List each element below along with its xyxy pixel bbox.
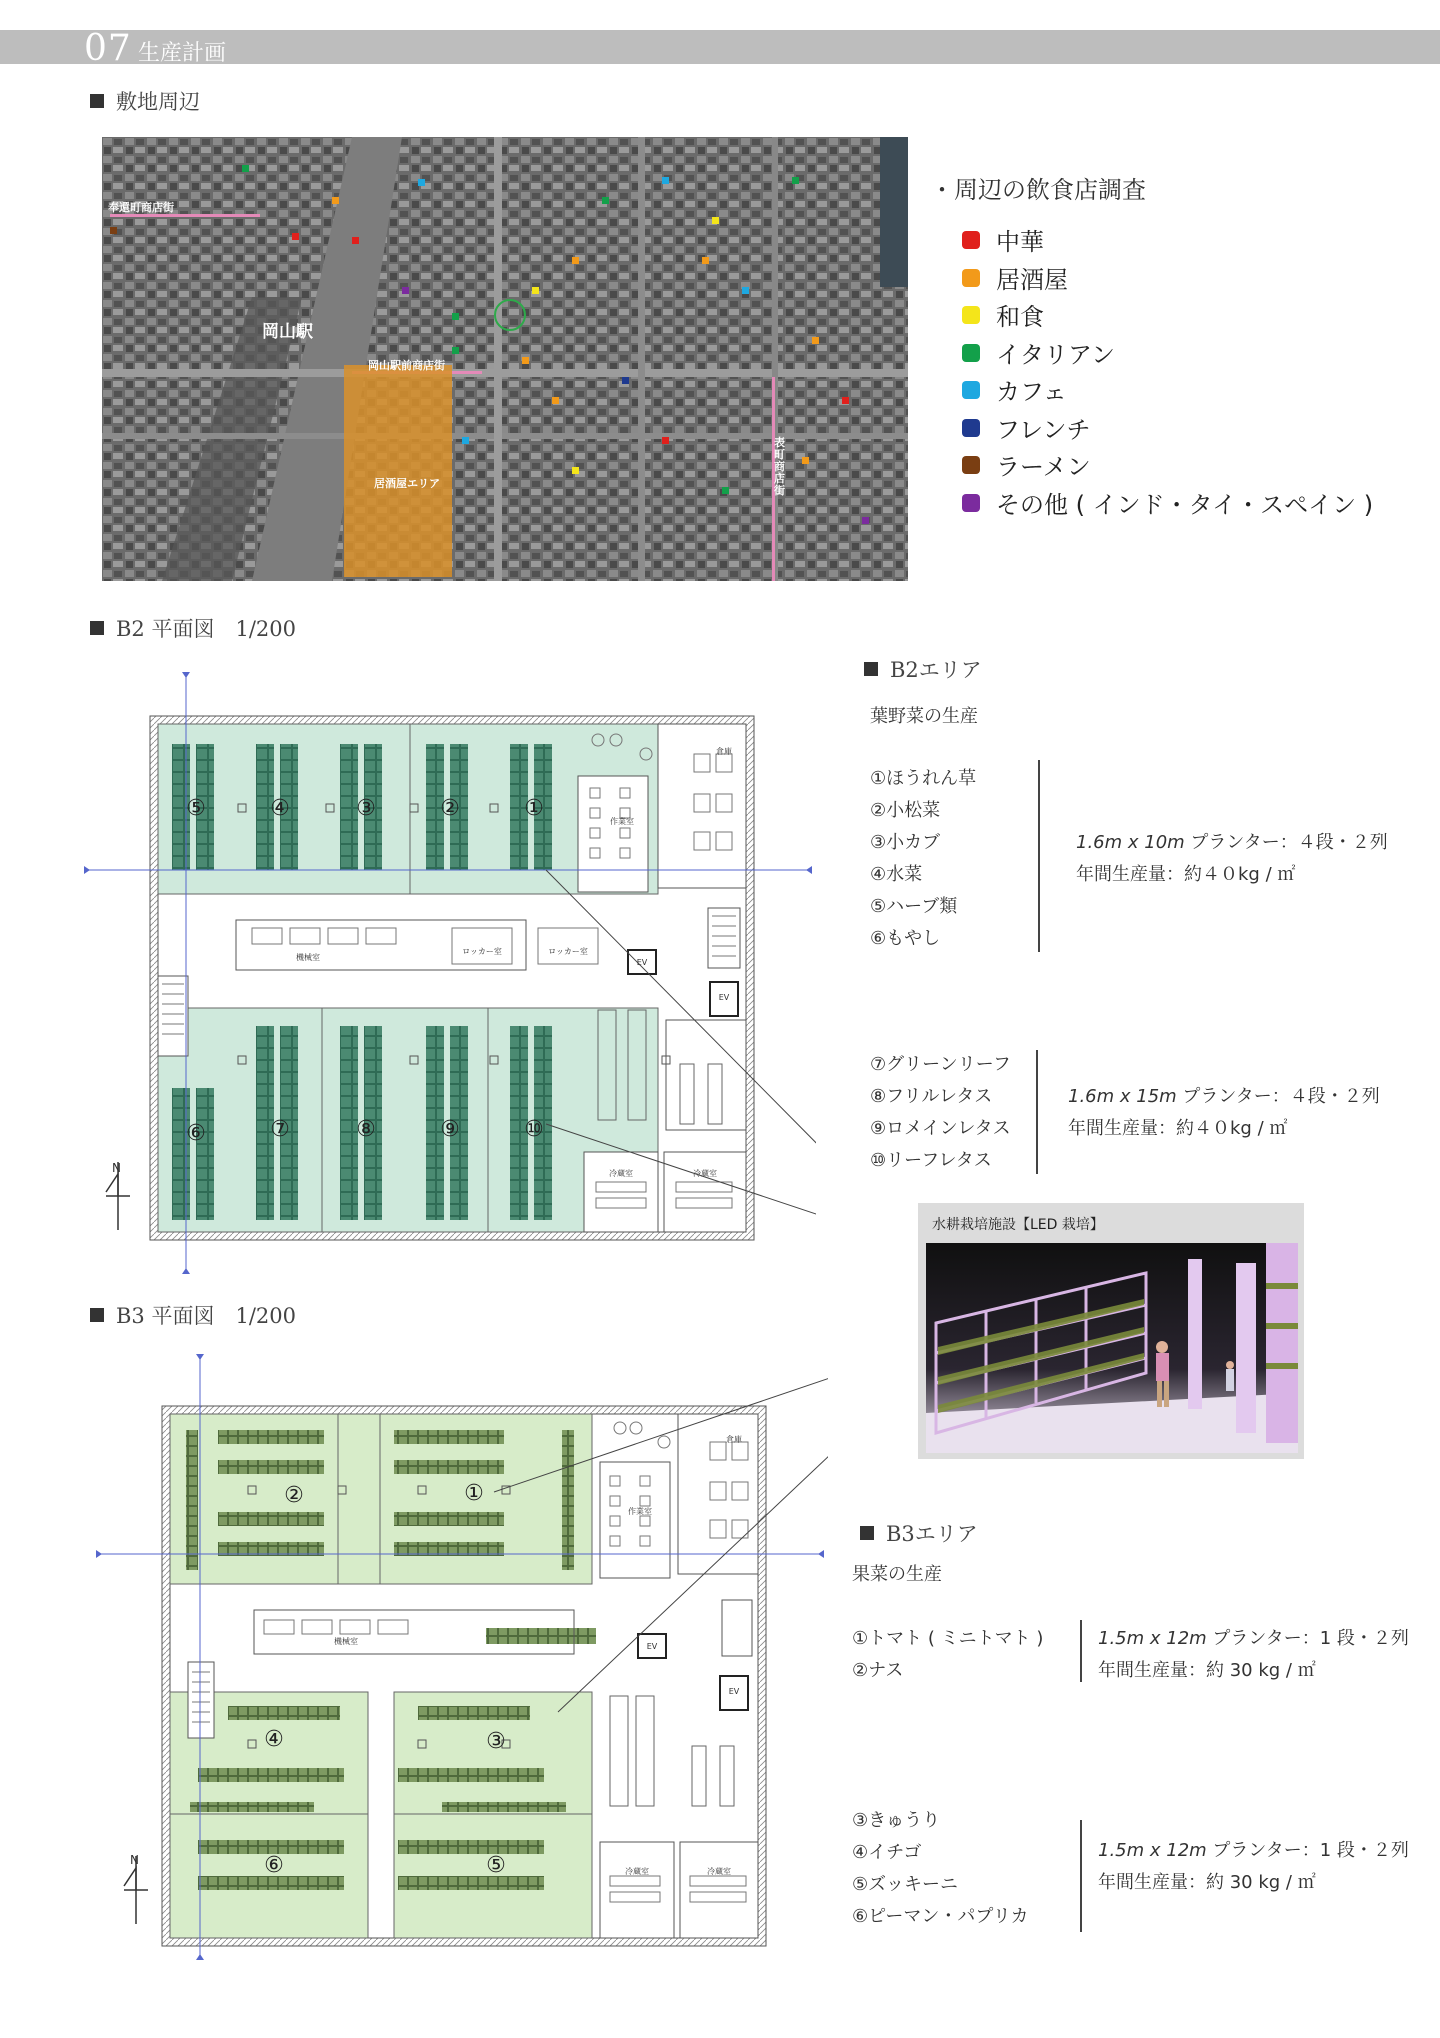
b2-zone-10: ⑩ [524,1117,544,1142]
legend-label: 和食 [996,303,1044,331]
b2-room-ev-1: EV [636,958,648,967]
b3-crop-3: ③きゅうり [852,1810,941,1831]
b3-room-work: 作業室 [628,1507,652,1516]
b3-zone-2: ② [284,1483,304,1508]
legend-color-swatch [962,494,980,512]
b2-zone-7: ⑦ [270,1117,290,1142]
legend-color-swatch [962,419,980,437]
legend-label: カフェ [996,378,1067,406]
b2-crop-9: ⑨ロメインレタス [870,1118,1011,1139]
square-bullet-icon [860,1526,874,1540]
b3-room-ev-2: EV [728,1687,740,1696]
b2-spec-1-yield: 年間生産量：約４０kg / ㎡ [1076,864,1296,885]
b2-room-locker-2: ロッカー室 [548,947,588,956]
b2-crop-8: ⑧フリルレタス [870,1086,993,1107]
svg-text:N: N [112,1161,121,1175]
b3-crop-4: ④イチゴ [852,1842,922,1863]
b2-crop-7: ⑦グリーンリーフ [870,1054,1011,1075]
izakaya-area-label: 居酒屋エリア [374,477,440,490]
b3-zone-1: ① [464,1481,484,1506]
b3-room-machine: 機械室 [334,1637,358,1646]
legend-color-swatch [962,269,980,287]
b2-crop-4: ④水菜 [870,864,923,885]
aerial-site-map [102,137,908,581]
b2-room-machine: 機械室 [296,953,320,962]
legend-label: 居酒屋 [996,265,1068,294]
legend-color-swatch [962,456,980,474]
b2-zone-8: ⑧ [356,1117,376,1142]
b2-subtitle: 葉野菜の生産 [870,706,978,727]
b3-spec-1-yield: 年間生産量：約 30 kg / ㎡ [1098,1660,1316,1681]
square-bullet-icon [864,662,878,676]
b2-crop-1: ①ほうれん草 [870,768,977,789]
b2-zone-4: ④ [270,796,290,821]
b2-crop-5: ⑤ハーブ類 [870,896,958,917]
legend-label: ラーメン [996,453,1091,481]
legend-color-swatch [962,306,980,324]
b3-room-ev-1: EV [646,1642,658,1651]
legend-color-swatch [962,344,980,362]
legend-label: イタリアン [996,340,1116,369]
station-label: 岡山駅 [262,322,313,342]
b3-crop-6: ⑥ピーマン・パプリカ [852,1906,1029,1927]
b2-spec-2-planter: 1.6m x 15m プランター：４段・２列 [1068,1086,1380,1107]
b3-plan-heading: B3 平面図 1/200 [90,1300,296,1330]
b3-room-storage: 倉庫 [726,1435,742,1444]
page-title: 生産計画 [138,41,227,66]
b3-crop-5: ⑤ズッキーニ [852,1874,958,1895]
b2-crop-6: ⑥もやし [870,928,941,949]
legend-color-swatch [962,381,980,399]
b2-divider-2 [1036,1050,1038,1174]
b2-plan-heading: B2 平面図 1/200 [90,613,296,643]
b3-zone-5: ⑤ [486,1853,506,1878]
b3-subtitle: 果菜の生産 [852,1564,942,1585]
b2-zone-2: ② [440,796,460,821]
svg-text:N: N [130,1853,139,1867]
b2-crop-10: ⑩リーフレタス [870,1150,992,1171]
square-bullet-icon [90,1308,104,1322]
b2-room-cold-2: 冷蔵室 [693,1169,717,1178]
b2-crop-3: ③小カブ [870,832,941,853]
b3-spec-2-yield: 年間生産量：約 30 kg / ㎡ [1098,1872,1316,1893]
legend-color-swatch [962,231,980,249]
b3-area-heading: B3エリア [860,1518,978,1548]
led-farm-render-image [926,1243,1298,1453]
b2-zone-9: ⑨ [440,1117,460,1142]
b2-crop-2: ②小松菜 [870,800,941,821]
b3-room-cold-2: 冷蔵室 [707,1867,731,1876]
b2-zone-5: ⑤ [186,796,206,821]
legend-label: その他 ( インド・タイ・スペイン ) [996,490,1374,519]
b3-spec-1-planter: 1.5m x 12m プランター：1 段・２列 [1098,1628,1409,1649]
b2-room-locker-1: ロッカー室 [462,947,502,956]
b3-zone-4: ④ [264,1727,284,1752]
section-number: 07 [84,28,132,69]
b2-room-cold-1: 冷蔵室 [609,1169,633,1178]
render-caption: 水耕栽培施設【LED 栽培】 [932,1217,1104,1233]
b2-room-work: 作業室 [610,817,634,826]
b2-floor-plan [76,664,816,1284]
site-heading: 敷地周辺 [90,86,200,116]
b2-zone-3: ③ [356,796,376,821]
b3-room-cold-1: 冷蔵室 [625,1867,649,1876]
street-label-ekimae: 岡山駅前商店街 [368,359,445,372]
street-label-omotecho: 表町商店街 [774,436,785,497]
b2-divider-1 [1038,760,1040,952]
b3-crop-2: ②ナス [852,1660,904,1681]
b3-zone-3: ③ [486,1729,506,1754]
legend-title: ・周辺の飲食店調査 [930,176,1146,204]
street-label-houkancho: 奉還町商店街 [108,201,174,214]
b2-spec-2-yield: 年間生産量：約４０kg / ㎡ [1068,1118,1288,1139]
b2-zone-1: ① [524,796,544,821]
b2-room-storage: 倉庫 [716,747,732,756]
square-bullet-icon [90,94,104,108]
legend-label: 中華 [996,228,1044,256]
b2-area-heading: B2エリア [864,654,982,684]
legend-label: フレンチ [996,415,1091,444]
b3-divider-1 [1080,1620,1082,1682]
b3-crop-1: ①トマト ( ミニトマト ) [852,1628,1044,1649]
b2-room-ev-2: EV [718,993,730,1002]
b3-zone-6: ⑥ [264,1853,284,1878]
square-bullet-icon [90,621,104,635]
b3-spec-2-planter: 1.5m x 12m プランター：1 段・２列 [1098,1840,1409,1861]
b3-floor-plan [88,1346,828,1976]
b3-divider-2 [1080,1820,1082,1932]
b2-zone-6: ⑥ [186,1121,206,1146]
b2-spec-1-planter: 1.6m x 10m プランター：４段・２列 [1076,832,1388,853]
